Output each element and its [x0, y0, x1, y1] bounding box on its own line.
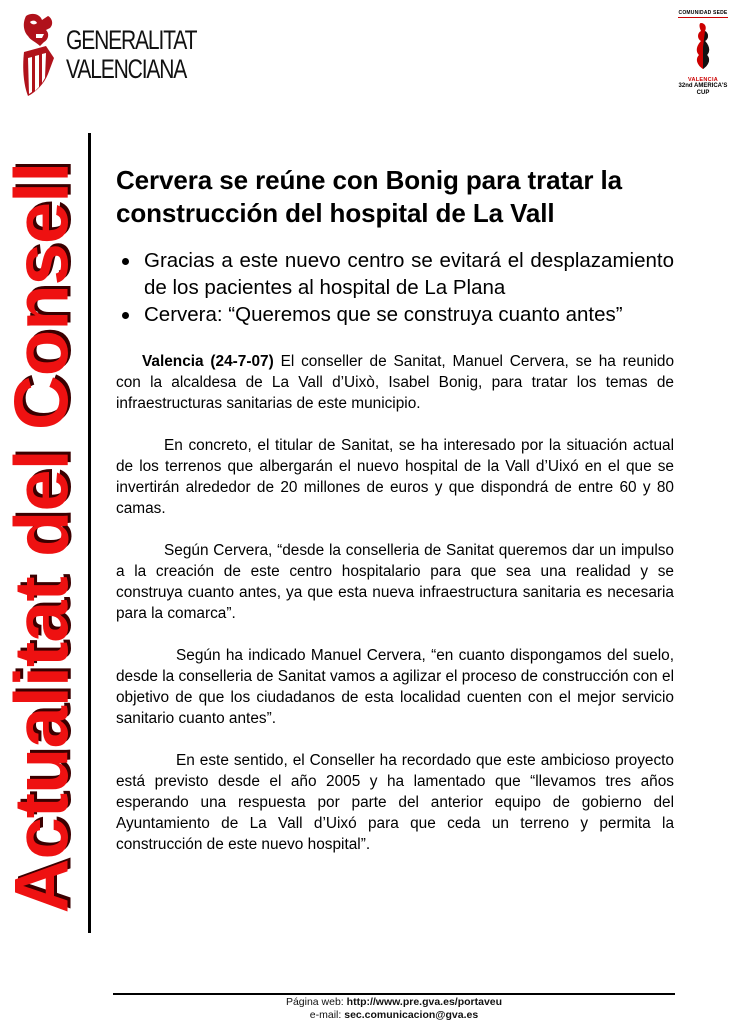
bullet-icon	[122, 312, 129, 319]
dateline: Valencia (24-7-07)	[142, 352, 274, 370]
highlight-text: Cervera: “Queremos que se construya cuanto antes”	[144, 303, 623, 326]
article	[116, 164, 674, 855]
highlight-item	[116, 302, 674, 329]
article-paragraph-4: Según ha indicado Manuel Cervera, “en cuanto dispongamos del suelo, desde la conselleria de Sanitat vamos a agilizar el proceso de construcción con el objetivo de que los ciudadanos de esta localidad cuenten con el mejor servicio sanitario cuanto antes”.	[116, 646, 674, 727]
paragraph-text: El conseller de Sanitat, Manuel Cervera, se ha reunido con la alcaldesa de La Vall d’Uixò, Isabel Bonig, para tratar los temas de infraestructuras sanitarias de este municipio.	[116, 352, 675, 412]
cup-line-1: 32nd AMERICA'S	[678, 83, 728, 89]
article-paragraph-2: En concreto, el titular de Sanitat, se ha interesado por la situación actual de los terrenos que albergarán el nuevo hospital de la Vall d’Uixó en el que se invertirán alrededor de 20 millones de euros y que dispondrá de entre 60 y 80 camas.	[116, 436, 674, 517]
footer	[113, 996, 675, 1021]
footer-email	[113, 1009, 675, 1022]
logo-line-2: VALENCIANA	[66, 54, 187, 84]
cup-top-label: COMUNIDAD SEDE	[678, 10, 728, 16]
article-paragraph-3: Según Cervera, “desde la conselleria de Sanitat queremos dar un impulso a la creación de este centro hospitalario para que sea una realidad y se construya cuanto antes, ya que esta nueva infraestructura sanitaria es necesaria para la comarca”.	[116, 541, 674, 622]
email-link[interactable]: sec.comunicacion@gva.es	[344, 1008, 479, 1021]
web-label: Página web:	[285, 996, 347, 1008]
footer-divider	[113, 993, 675, 995]
highlight-item	[116, 248, 674, 301]
article-paragraph-5: En este sentido, el Conseller ha recordado que este ambicioso proyecto está previsto desde el año 2005 y ha lamentado que “llevamos tres años esperando una respuesta por parte del anterior equipo de gobierno del Ayuntamiento de La Vall d’Uixó para que ceda un terreno y permita la construcción de este nuevo hospital”.	[116, 751, 674, 853]
cup-city: VALENCIA	[687, 77, 719, 83]
americas-cup-trophy-icon	[691, 21, 715, 71]
side-title-container	[0, 140, 85, 930]
article-highlights	[116, 248, 674, 329]
americas-cup-logo	[672, 10, 734, 96]
article-headline: Cervera se reúne con Bonig para tratar la construcción del hospital de La Vall	[116, 165, 622, 228]
email-label: e-mail:	[309, 1008, 345, 1021]
bullet-icon	[122, 258, 129, 265]
generalitat-wordmark	[66, 26, 196, 84]
highlight-text: Gracias a este nuevo centro se evitará el desplazamiento de los pacientes al hospital de La Plana	[144, 249, 674, 299]
side-title: Actualitat del Consell	[0, 162, 85, 914]
article-paragraph-1	[116, 351, 674, 414]
logo-line-1: GENERALITAT	[66, 25, 197, 55]
cup-line-2: CUP	[696, 90, 710, 96]
generalitat-emblem-icon	[18, 12, 64, 98]
web-link[interactable]: http://www.pre.gva.es/portaveu	[346, 996, 503, 1008]
footer-web	[113, 996, 675, 1009]
vertical-divider	[88, 133, 91, 933]
generalitat-valenciana-logo	[18, 12, 208, 98]
